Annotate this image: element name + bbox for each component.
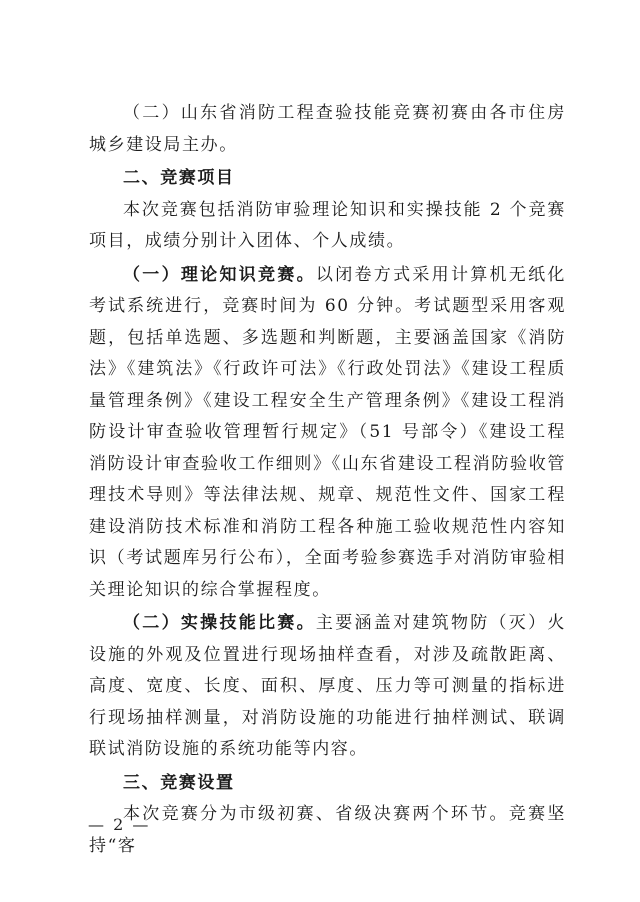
section-heading-competition-setup: 三、竞赛设置 xyxy=(123,772,235,793)
paragraph-competition-setup: 本次竞赛分为市级初赛、省级决赛两个环节。竞赛坚持“客 xyxy=(89,804,566,856)
practical-competition-title: （二）实操技能比赛。 xyxy=(123,613,316,633)
theory-competition-text: 以闭卷方式采用计算机无纸化考试系统进行，竞赛时间为 60 分钟。考试题型采用客观题，包括单选题、多选题和判断题，主要涵盖国家《消防法》《建筑法》《行政许可法》《行政处罚法》《建设工程质量管理条例》《建设工程安全生产管理条例》《建设工程消防设计审查验收管理暂行规定》（51 号部令）《建设工程消防设计审查验收工作细则》《山东省建设工程消防验收管理技术导则》等法律法规、规章、规范性文件、国家工程建设消防技术标准和消防工程各种施工验收规范性内容知识（考试题库另行公布），全面考验参赛选手对消防审验相关理论知识的综合掌握程度。 xyxy=(89,264,566,600)
paragraph-theory-competition xyxy=(89,260,566,607)
paragraph-organizer: （二）山东省消防工程查验技能竞赛初赛由各市住房城乡建设局主办。 xyxy=(89,103,566,155)
paragraph-practical-competition xyxy=(89,608,566,766)
theory-competition-title: （一）理论知识竞赛。 xyxy=(123,264,316,285)
practical-competition-text: 主要涵盖对建筑物防（灭）火设施的外观及位置进行现场抽样查看，对涉及疏散距离、高度、宽度、长度、面积、厚度、压力等可测量的指标进行现场抽样测量，对消防设施的功能进行抽样测试、联调联试消防设施的系统功能等内容。 xyxy=(89,613,566,759)
page-number: — 2 — xyxy=(88,815,151,834)
document-body xyxy=(89,98,566,862)
paragraph-competition-items: 本次竞赛包括消防审验理论知识和实操技能 2 个竞赛项目，成绩分别计入团体、个人成绩。 xyxy=(89,199,566,251)
section-heading-competition-items: 二、竞赛项目 xyxy=(123,168,235,188)
